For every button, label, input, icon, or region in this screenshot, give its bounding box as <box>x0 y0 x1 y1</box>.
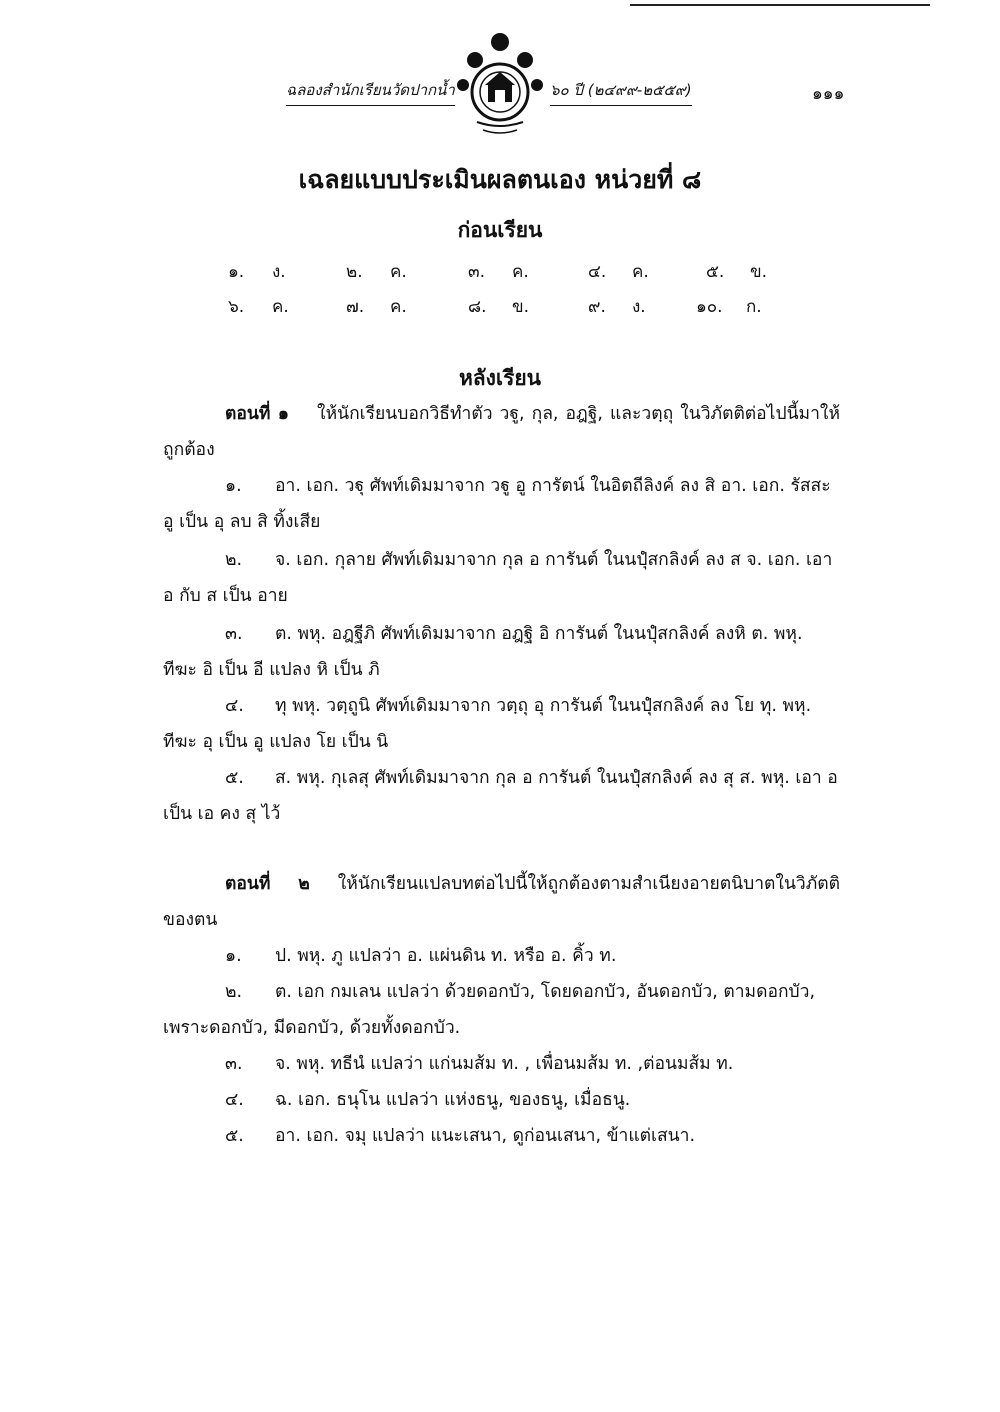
answer-number: ๗. <box>346 297 365 317</box>
part2-label: ตอนที่ ๒ <box>225 874 310 894</box>
part1-item <box>163 542 840 614</box>
answer-choice: ง. <box>272 262 286 282</box>
item-number: ๑. <box>225 946 242 966</box>
item-text: ทุ พหุ. วตฺถูนิ ศัพท์เดิมมาจาก วตฺถุ อุ การันต์ ในนปุํสกลิงค์ ลง โย ทุ. พหุ. ทีฆะ อุ เป็น อู แปลง โย เป็น นิ <box>163 696 812 752</box>
pretest-answer <box>346 293 407 320</box>
part2-item <box>163 938 840 974</box>
answer-choice: ค. <box>272 297 289 317</box>
answer-choice: ค. <box>390 262 407 282</box>
pretest-heading: ก่อนเรียน <box>457 218 543 242</box>
page-title: เฉลยแบบประเมินผลตนเอง หน่วยที่ ๘ <box>298 165 702 194</box>
item-text: ต. เอก กมเลน แปลว่า ด้วยดอกบัว, โดยดอกบัว, อันดอกบัว, ตามดอกบัว, เพราะดอกบัว, มีดอกบัว, ด้วยทั้งดอกบัว. <box>163 982 816 1038</box>
part1-label: ตอนที่ ๑ <box>225 404 290 424</box>
answer-number: ๕. <box>706 262 725 282</box>
part2-item <box>163 1046 840 1082</box>
item-text: จ. เอก. กุลาย ศัพท์เดิมมาจาก กุล อ การันต์ ในนปุํสกลิงค์ ลง ส จ. เอก. เอา อ กับ ส เป็น อาย <box>163 550 833 606</box>
pretest-answer <box>706 258 767 285</box>
item-number: ๓. <box>225 1054 243 1074</box>
item-text: ส. พหุ. กุเลสุ ศัพท์เดิมมาจาก กุล อ การันต์ ในนปุํสกลิงค์ ลง สุ ส. พหุ. เอา อ เป็น เอ คง สุ ไว้ <box>163 768 838 824</box>
answer-choice: ค. <box>512 262 529 282</box>
part2-instruction <box>163 866 840 938</box>
answer-choice: ข. <box>512 297 530 317</box>
header-right-text: ๖๐ ปี (๒๔๙๙-๒๕๕๙) <box>550 78 692 106</box>
part1-instruction <box>163 396 840 468</box>
part1-instruction-text: ให้นักเรียนบอกวิธีทำตัว วฐู, กุล, อฎฐิ, และวตฺถุ ในวิภัตติต่อไปนี้มาให้ถูกต้อง <box>163 404 840 460</box>
part1-item <box>163 616 840 688</box>
header-left-text: ฉลองสำนักเรียนวัดปากน้ำ <box>286 78 455 106</box>
answer-number: ๑๐. <box>696 297 723 317</box>
part1-item <box>163 688 840 760</box>
part2-instruction-text: ให้นักเรียนแปลบทต่อไปนี้ให้ถูกต้องตามสำเนียงอายตนิบาตในวิภัตติของตน <box>163 874 840 930</box>
answer-number: ๔. <box>588 262 607 282</box>
item-text: ฉ. เอก. ธนุโน แปลว่า แห่งธนู, ของธนู, เมื่อธนู. <box>275 1090 631 1110</box>
item-text: อา. เอก. วฐุ ศัพท์เดิมมาจาก วฐู อู การัตน์ ในอิตถีลิงค์ ลง สิ อา. เอก. รัสสะอู เป็น อุ ลบ สิ ทิ้งเสีย <box>163 476 831 532</box>
pretest-answer <box>468 258 529 285</box>
item-text: ต. พหุ. อฎฐีภิ ศัพท์เดิมมาจาก อฎฐิ อิ การันต์ ในนปุํสกลิงค์ ลงหิ ต. พหุ. ทีฆะ อิ เป็น อี แปลง หิ เป็น ภิ <box>163 624 803 680</box>
item-number: ๔. <box>225 696 244 716</box>
answer-choice: ก. <box>746 297 762 317</box>
answer-choice: ค. <box>632 262 649 282</box>
item-text: ป. พหุ. ภู แปลว่า อ. แผ่นดิน ท. หรือ อ. คิ้ว ท. <box>275 946 617 966</box>
answer-choice: ง. <box>632 297 646 317</box>
top-border-line <box>630 4 930 6</box>
answer-number: ๙. <box>588 297 606 317</box>
pretest-answer <box>228 258 286 285</box>
part1-item <box>163 468 840 540</box>
answer-number: ๘. <box>468 297 487 317</box>
item-number: ๓. <box>225 624 243 644</box>
posttest-heading: หลังเรียน <box>458 366 542 390</box>
item-number: ๒. <box>225 982 243 1002</box>
item-number: ๒. <box>225 550 243 570</box>
item-number: ๔. <box>225 1090 244 1110</box>
pretest-answer <box>696 293 762 320</box>
part2-item <box>163 1118 840 1154</box>
answer-number: ๑. <box>228 262 245 282</box>
answer-choice: ข. <box>750 262 768 282</box>
page-number: ๑๑๑ <box>812 84 845 104</box>
part2-item <box>163 974 840 1046</box>
answer-number: ๒. <box>346 262 363 282</box>
answer-number: ๖. <box>228 297 245 317</box>
emblem-logo <box>455 30 545 140</box>
pretest-answer <box>468 293 529 320</box>
pretest-answer <box>346 258 407 285</box>
pretest-answer <box>588 258 649 285</box>
answer-choice: ค. <box>390 297 407 317</box>
item-text: จ. พหุ. ทธีนํ แปลว่า แก่นมส้ม ท. , เพื่อนมส้ม ท. ,ต่อนมส้ม ท. <box>275 1054 734 1074</box>
item-number: ๑. <box>225 476 242 496</box>
item-text: อา. เอก. จมุ แปลว่า แนะเสนา, ดูก่อนเสนา, ข้าแต่เสนา. <box>275 1126 696 1146</box>
pretest-answer <box>588 293 646 320</box>
item-number: ๕. <box>225 768 244 788</box>
item-number: ๕. <box>225 1126 244 1146</box>
answer-number: ๓. <box>468 262 486 282</box>
part1-item <box>163 760 840 832</box>
part2-item <box>163 1082 840 1118</box>
pretest-answer <box>228 293 289 320</box>
